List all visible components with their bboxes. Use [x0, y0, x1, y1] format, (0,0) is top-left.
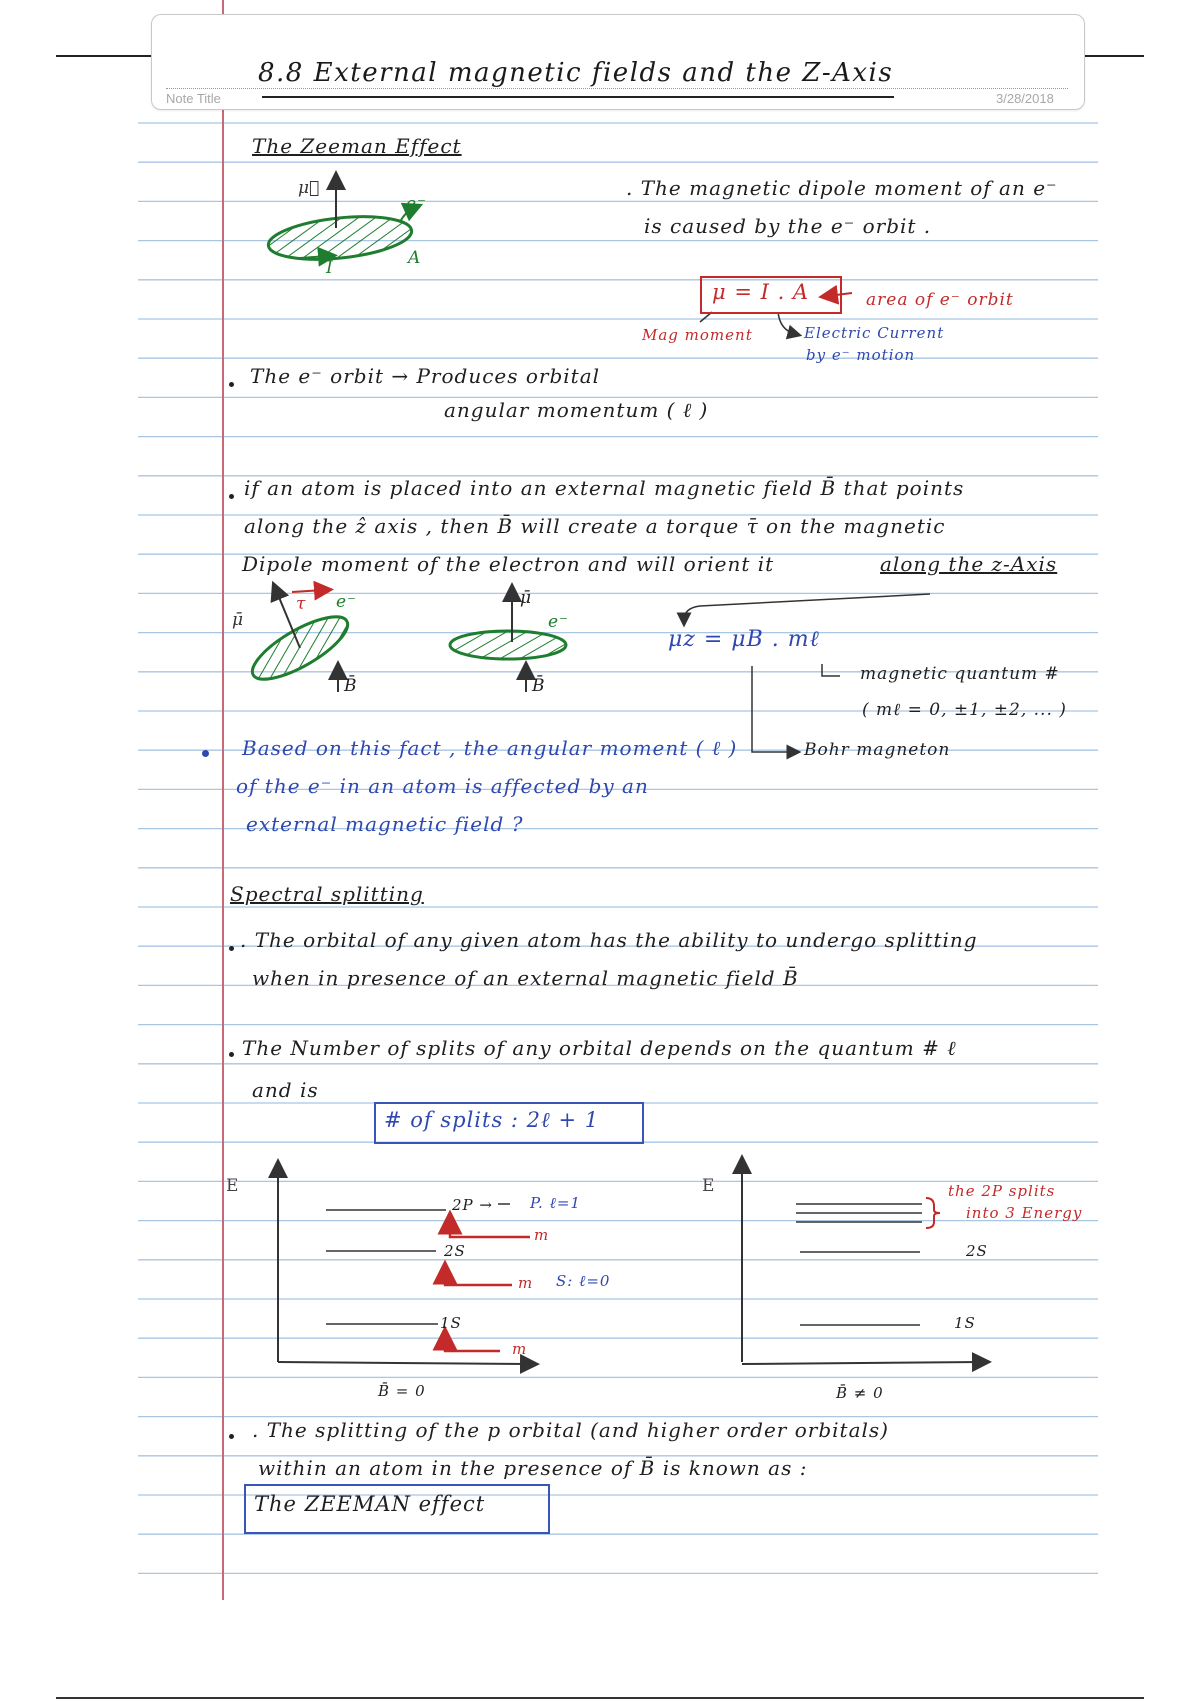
bullet: [202, 750, 209, 757]
mu-formula: μ = I . A: [712, 280, 810, 304]
bullet: [229, 382, 234, 387]
electron-left-label: e⁻: [336, 592, 358, 612]
level-2p-label: 2P →: [452, 1196, 493, 1214]
orbit-ellipse-middle: [450, 631, 566, 659]
zeeman-heading: The Zeeman Effect: [252, 134, 462, 158]
m-arrow-3: [445, 1338, 500, 1351]
area-of-orbit-label: area of e⁻ orbit: [866, 290, 1014, 310]
split-note-2: into 3 Energy: [966, 1204, 1083, 1222]
electric-current-label-1: Electric Current: [804, 324, 945, 342]
note-date: 3/28/2018: [996, 91, 1054, 106]
quantum-connector: [822, 664, 840, 676]
dipole-text-2: is caused by the e⁻ orbit .: [644, 214, 932, 238]
mu-mid-label: μ̄: [520, 588, 533, 608]
electron-mid-label: e⁻: [548, 612, 570, 632]
angular-text-2: of the e⁻ in an atom is affected by an: [236, 774, 649, 798]
area-letter: A: [408, 248, 422, 268]
conclusion-text-1: . The splitting of the p orbital (and higher order orbitals): [252, 1418, 889, 1442]
split-brace: [926, 1198, 940, 1228]
conclusion-text-2: within an atom in the presence of B̄ is known as :: [258, 1456, 808, 1480]
angular-text-1: Based on this fact , the angular moment ( ℓ ): [242, 736, 738, 760]
ml-values: ( mℓ = 0, ±1, ±2, ... ): [862, 700, 1067, 720]
electric-current-label-2: by e⁻ motion: [806, 346, 916, 364]
torque-text-3a: Dipole moment of the electron and will orient it: [242, 552, 775, 576]
b-left-label: B̄: [344, 676, 358, 696]
spectral-heading: Spectral splitting: [230, 882, 424, 906]
bullet: [229, 1052, 234, 1057]
quantum-number-label: magnetic quantum #: [860, 664, 1060, 684]
bohr-magneton-label: Bohr magneton: [804, 740, 951, 760]
orbit-text-2: angular momentum ( ℓ ): [444, 398, 709, 422]
note-title-label: Note Title: [166, 91, 221, 106]
m-label-1: m: [534, 1226, 550, 1244]
mag-moment-label: Mag moment: [642, 326, 753, 344]
electron-label: e⁻: [406, 194, 428, 214]
p-note: P. ℓ=1: [530, 1194, 581, 1212]
orbit-text-1: The e⁻ orbit → Produces orbital: [250, 364, 601, 388]
torque-text-3b: along the z-Axis: [880, 552, 1058, 576]
mu-left-label: μ̄: [232, 610, 245, 630]
zeeman-effect-boxed: The ZEEMAN effect: [254, 1492, 486, 1516]
bullet: [229, 1434, 234, 1439]
b-mid-label: B̄: [532, 676, 546, 696]
level-2s-label: 2S: [444, 1242, 466, 1260]
level-1s-right-label: 1S: [954, 1314, 976, 1332]
level-2s-right-label: 2S: [966, 1242, 988, 1260]
spectral-text-1: . The orbital of any given atom has the ability to undergo splitting: [240, 928, 978, 952]
m-label-3: m: [512, 1340, 528, 1358]
bohr-connector: [752, 666, 794, 752]
energy-right-axis-label: E: [702, 1176, 716, 1196]
level-1s-label: 1S: [440, 1314, 462, 1332]
angular-text-3: external magnetic field ?: [246, 812, 524, 836]
spectral-text-3: The Number of splits of any orbital depends on the quantum # ℓ: [242, 1036, 957, 1060]
torque-text-2: along the ẑ axis , then B̄ will create a torque τ̄ on the magnetic: [244, 514, 946, 538]
page-title: 8.8 External magnetic fields and the Z-Axis: [258, 58, 894, 88]
b-nonzero-label: B̄ ≠ 0: [836, 1384, 884, 1402]
current-label: I: [326, 258, 334, 278]
orbit-ellipse-top: [266, 211, 413, 266]
tau-arrow: [292, 590, 324, 592]
dipole-text-1: . The magnetic dipole moment of an e⁻: [626, 176, 1058, 200]
b-zero-label: B̄ = 0: [378, 1382, 426, 1400]
torque-text-1: if an atom is placed into an external magnetic field B̄ that points: [244, 476, 965, 500]
s-note: S: ℓ=0: [556, 1272, 611, 1290]
current-connector: [778, 312, 795, 334]
tau-label: τ: [296, 594, 307, 614]
z-axis-connector: [684, 594, 930, 620]
mu-z-formula: μz = μB . mℓ: [668, 627, 820, 652]
split-note-1: the 2P splits: [948, 1182, 1056, 1200]
bullet: [229, 494, 234, 499]
m-arrow-1: [450, 1222, 530, 1237]
bullet: [229, 946, 234, 951]
energy-left-axis-label: E: [226, 1176, 240, 1196]
spectral-text-2: when in presence of an external magnetic field B̄: [252, 966, 799, 990]
mu-label: μ⃗: [298, 178, 321, 198]
m-arrow-2: [445, 1272, 512, 1285]
m-label-2: m: [518, 1274, 534, 1292]
energy-right-x-axis: [742, 1362, 982, 1364]
energy-left-x-axis: [278, 1362, 530, 1364]
splits-formula: # of splits : 2ℓ + 1: [384, 1108, 600, 1132]
spectral-text-4: and is: [252, 1078, 319, 1102]
